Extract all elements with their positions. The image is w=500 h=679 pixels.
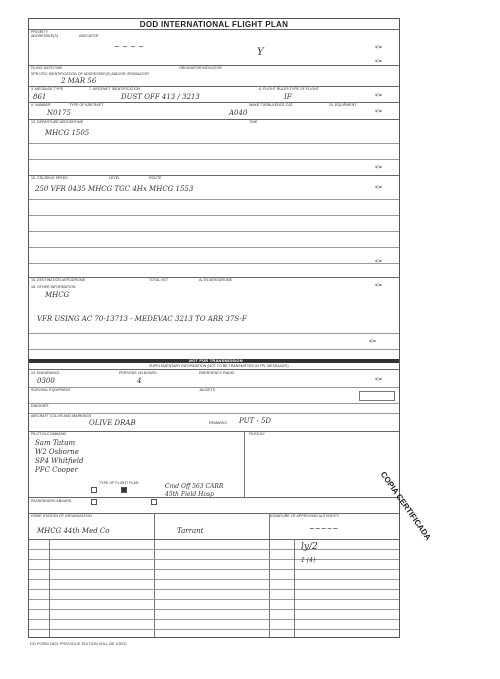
rule	[29, 29, 399, 30]
label-equipment: 10. EQUIPMENT	[329, 103, 357, 107]
handwriting-unit-2: 45th Field Hosp	[165, 491, 214, 498]
label-total-eet: TOTAL EET	[149, 278, 169, 282]
handwriting-acid: 861	[33, 93, 47, 101]
handwriting-level: A040	[229, 109, 248, 117]
rule	[29, 263, 399, 264]
label-specific-id: SPECIFIC IDENTIFICATION OF ADDRESSEE(S) AND/OR ORIGINATOR	[31, 72, 149, 76]
rule	[29, 369, 399, 370]
rule	[29, 86, 399, 87]
label-persons: PERSONS ON BOARD	[119, 371, 157, 375]
label-passengers: PASSENGERS ABOARD	[31, 499, 72, 503]
not-for-transmission-band	[29, 359, 399, 363]
handwriting-route-id: DUST OFF 413 / 3213	[121, 93, 200, 101]
rule	[29, 403, 399, 404]
handwriting-destination: MHCG	[45, 291, 70, 299]
handwriting-color: OLIVE DRAB	[89, 419, 136, 427]
arrow-indicator: <=	[375, 283, 383, 289]
checkbox-checked[interactable]	[121, 487, 127, 493]
handwriting-speed: N0175	[47, 109, 71, 117]
label-other-info: 18. OTHER INFORMATION	[31, 285, 76, 289]
rule	[29, 497, 399, 498]
rule	[29, 175, 399, 176]
label-altn: ALTN AERODROME	[199, 278, 233, 282]
label-survival: SURVIVAL EQUIPMENT	[31, 388, 71, 392]
divider	[49, 539, 50, 637]
label-number: 9. NUMBER	[31, 103, 51, 107]
rule	[29, 609, 399, 610]
highlight-box	[359, 391, 395, 401]
label-filed-by: FILED BY	[249, 432, 265, 436]
label-aircraft-type: TYPE OF AIRCRAFT	[69, 103, 104, 107]
rule	[29, 569, 399, 570]
arrow-indicator: <=	[375, 377, 383, 383]
handwriting-date: 2 MAR 56	[61, 77, 97, 85]
label-pilot: PILOT-IN-COMMAND	[31, 432, 67, 436]
rule	[29, 231, 399, 232]
label-dinghies: DINGHIES	[31, 404, 49, 408]
label-cruising-speed: 15. CRUISING SPEED	[31, 176, 68, 180]
rule	[29, 579, 399, 580]
form-title: DOD INTERNATIONAL FLIGHT PLAN	[139, 20, 289, 29]
label-route: ROUTE	[149, 176, 162, 180]
rule	[29, 215, 399, 216]
label-addressee: ADDRESSEE(S)	[31, 34, 58, 38]
label-signature: SIGNATURE OF APPROVING AUTHORITY	[269, 514, 340, 518]
flight-plan-form	[28, 18, 400, 638]
rule	[29, 431, 399, 432]
rule	[29, 333, 399, 334]
handwriting-crew-1: W2 Osborne	[35, 448, 79, 456]
label-supplementary: SUPPLEMENTARY INFORMATION (NOT TO BE TRANSMITTED IN FPL MESSAGES)	[149, 364, 289, 368]
rule	[29, 159, 399, 160]
arrow-indicator: <=	[375, 109, 383, 115]
arrow-indicator: <=	[375, 93, 383, 99]
rule	[29, 599, 399, 600]
handwriting-crew-2: SP4 Whitfield	[35, 457, 84, 465]
label-home-station: HOME STATION OF ORGANIZATION	[31, 514, 92, 518]
checkbox[interactable]	[151, 499, 157, 505]
handwriting-margin-1: ly/2	[301, 542, 318, 552]
label-originator: ORIGINATOR INDICATOR	[179, 66, 222, 70]
label-wake: WAKE TURBULENCE CAT.	[249, 103, 294, 107]
handwriting-endurance: 0300	[37, 377, 55, 385]
rule	[29, 143, 399, 144]
rule	[29, 589, 399, 590]
rule	[29, 549, 399, 550]
band-text: NOT FOR TRANSMISSION	[189, 358, 243, 363]
rule	[29, 619, 399, 620]
label-emergency-radio: EMERGENCY RADIO	[199, 371, 235, 375]
label-filing-time: FILING DATE/TIME	[31, 66, 63, 70]
divider	[294, 539, 295, 637]
handwriting-pic: Sam Tatum	[35, 439, 76, 447]
handwriting-persons: 4	[137, 377, 142, 385]
label-departure: 13. DEPARTURE AERODROME	[31, 120, 84, 124]
rule	[29, 539, 399, 540]
rule	[29, 247, 399, 248]
label-aircraft-id: 7. AIRCRAFT IDENTIFICATION	[89, 87, 140, 91]
label-indicator: INDICATOR	[79, 34, 99, 38]
label-destination: 16. DESTINATION AERODROME	[31, 278, 86, 282]
handwriting-remarks: PUT - 5D	[239, 417, 272, 425]
label-flight-rules: 8. FLIGHT RULES TYPE OF FLIGHT	[259, 87, 319, 91]
checkbox[interactable]	[91, 499, 97, 505]
arrow-indicator: <=	[375, 185, 383, 191]
arrow-indicator: <=	[375, 59, 383, 65]
rule	[29, 349, 399, 350]
handwriting-signature: ~~~~~	[309, 525, 339, 533]
handwriting-departure: MHCG 1505	[45, 129, 90, 137]
arrow-indicator: <=	[369, 339, 377, 345]
label-type-flight-plan: TYPE OF FLIGHT PLAN	[99, 481, 139, 485]
arrow-indicator: <=	[375, 259, 383, 265]
handwriting-mark: Y	[257, 47, 264, 58]
rule	[29, 629, 399, 630]
label-message-type: 3. MESSAGE TYPE	[31, 87, 64, 91]
checkbox[interactable]	[91, 487, 97, 493]
label-remarks: REMARKS	[209, 421, 227, 425]
rule	[29, 119, 399, 120]
label-jackets: JACKETS	[199, 388, 216, 392]
rule	[29, 559, 399, 560]
form-footer: DD FORM 1801 PREVIOUS EDITION WILL BE USED	[30, 641, 127, 646]
handwriting-other-info: VFR USING AC 70-13713 - MEDEVAC 3213 TO ARR 37S-F	[37, 315, 247, 323]
label-level: LEVEL	[109, 176, 121, 180]
arrow-indicator: <=	[375, 45, 383, 51]
handwriting-home: MHCG 44th Med Co	[37, 527, 110, 535]
label-priority: PRIORITY	[31, 30, 48, 34]
arrow-indicator: <=	[375, 165, 383, 171]
label-endurance: 19. ENDURANCE	[31, 371, 60, 375]
handwriting-top: ~ ~ ~ ~	[114, 43, 145, 51]
handwriting-rules: IF	[284, 93, 292, 101]
handwriting-unit: Cmd Off 563 CARR	[165, 483, 224, 490]
divider	[244, 431, 245, 497]
certified-copy-stamp: COPIA CERTIFICADA	[378, 470, 433, 542]
handwriting-filed: Tarrant	[177, 527, 204, 535]
handwriting-crew-3: PFC Cooper	[35, 466, 78, 474]
rule	[29, 199, 399, 200]
handwriting-margin-2: 1 (4)	[301, 557, 316, 564]
label-aircraft-color: AIRCRAFT COLOR AND MARKINGS	[31, 414, 92, 418]
handwriting-route: 250 VFR 0435 MHCG TGC 4Hx MHCG 1553	[35, 185, 194, 193]
label-time: TIME	[249, 120, 258, 124]
